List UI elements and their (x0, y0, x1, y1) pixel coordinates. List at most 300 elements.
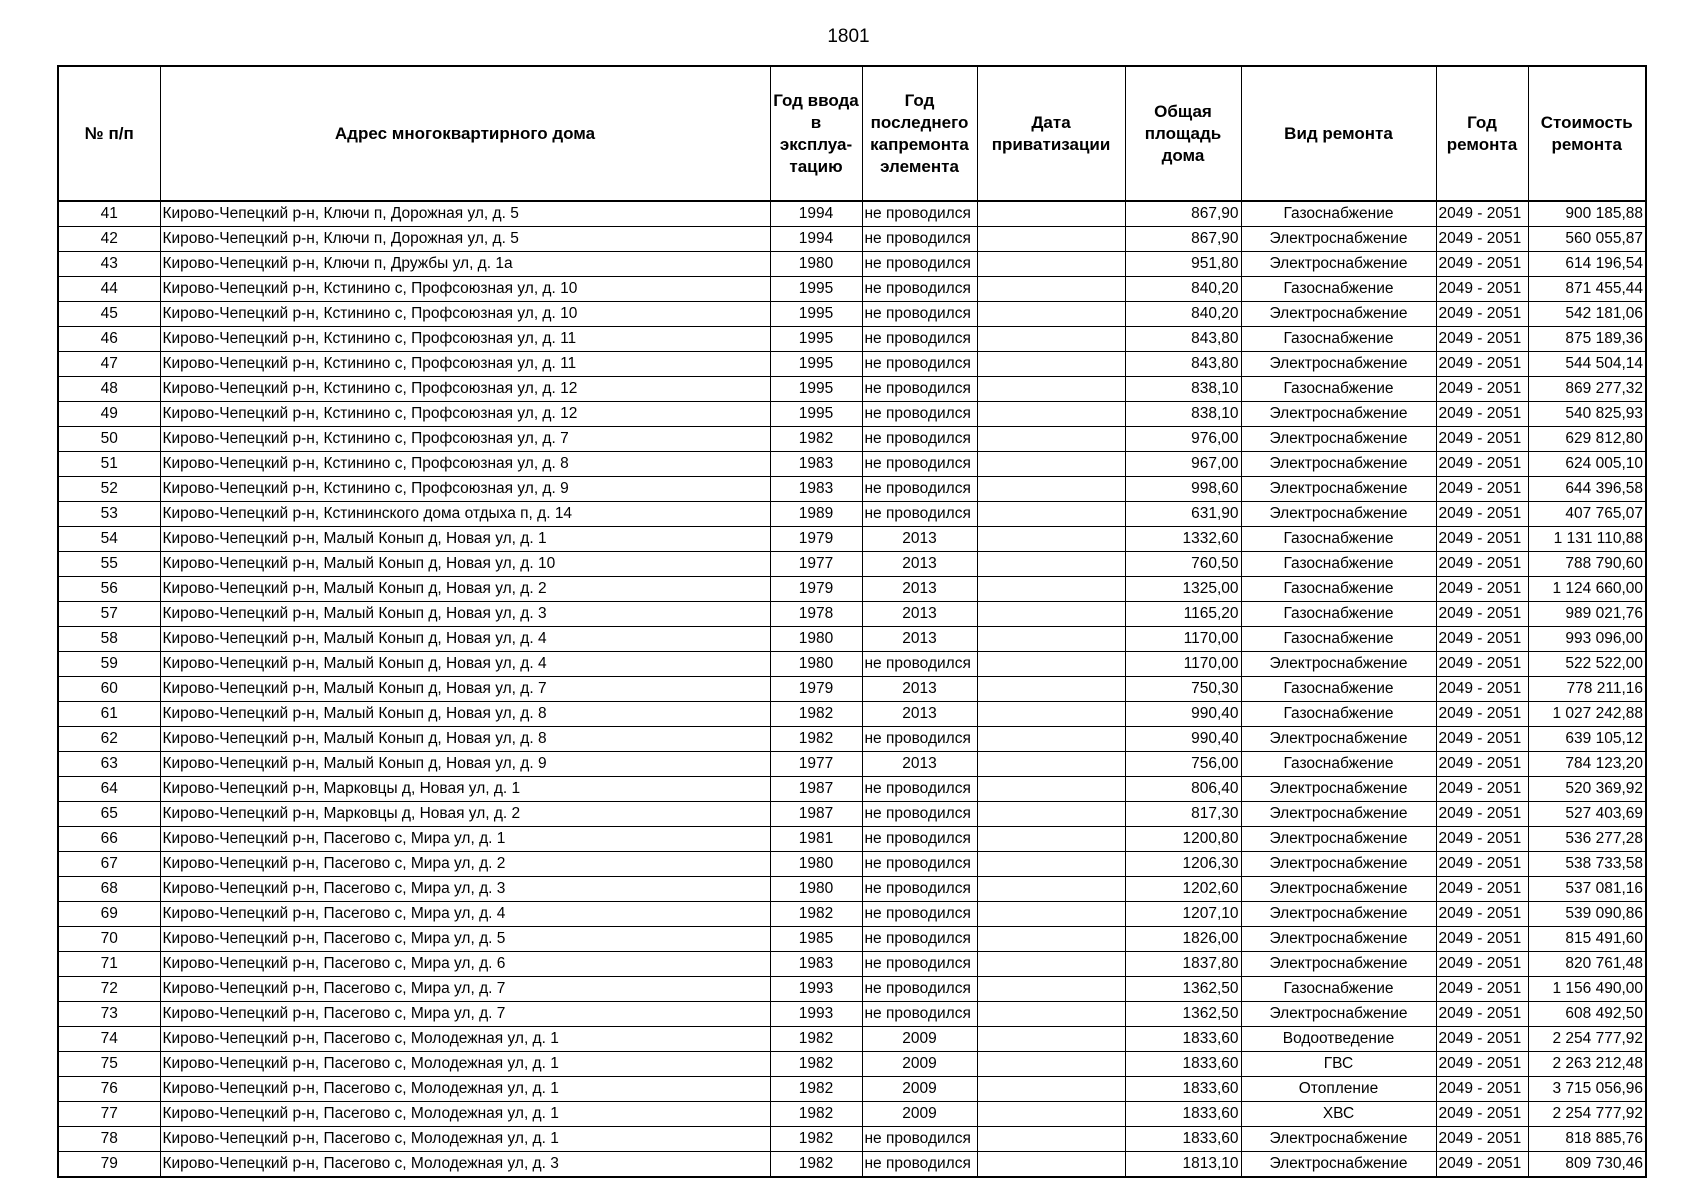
area-cell: 990,40 (1125, 702, 1241, 727)
cost-cell: 624 005,10 (1528, 452, 1646, 477)
last-repair-cell: 2013 (862, 577, 977, 602)
repair-year-cell: 2049 - 2051 (1436, 201, 1528, 227)
area-cell: 998,60 (1125, 477, 1241, 502)
repair-year-cell: 2049 - 2051 (1436, 802, 1528, 827)
repair-year-cell: 2049 - 2051 (1436, 652, 1528, 677)
repair-type-cell: Электроснабжение (1241, 427, 1436, 452)
privatization-cell (977, 827, 1125, 852)
cost-cell: 2 254 777,92 (1528, 1102, 1646, 1127)
repair-year-cell: 2049 - 2051 (1436, 852, 1528, 877)
privatization-cell (977, 427, 1125, 452)
table-row (58, 252, 1646, 277)
year-built-cell: 1985 (770, 927, 862, 952)
header-year-built: Год ввода в эксплуа-тацию (770, 66, 862, 201)
repair-type-cell: Газоснабжение (1241, 327, 1436, 352)
repair-year-cell: 2049 - 2051 (1436, 1127, 1528, 1152)
row-number: 49 (58, 402, 160, 427)
cost-cell: 815 491,60 (1528, 927, 1646, 952)
table-row (58, 227, 1646, 252)
table-row (58, 477, 1646, 502)
year-built-cell: 1983 (770, 952, 862, 977)
privatization-cell (977, 1077, 1125, 1102)
repair-type-cell: Электроснабжение (1241, 1127, 1436, 1152)
address-cell: Кирово-Чепецкий р-н, Пасегово с, Молодежная ул, д. 1 (160, 1027, 770, 1052)
row-number: 44 (58, 277, 160, 302)
table-body (58, 201, 1646, 1177)
repair-year-cell: 2049 - 2051 (1436, 752, 1528, 777)
privatization-cell (977, 452, 1125, 477)
row-number: 59 (58, 652, 160, 677)
privatization-cell (977, 527, 1125, 552)
area-cell: 1170,00 (1125, 627, 1241, 652)
cost-cell: 538 733,58 (1528, 852, 1646, 877)
row-number: 79 (58, 1152, 160, 1178)
area-cell: 1362,50 (1125, 1002, 1241, 1027)
table-row (58, 1127, 1646, 1152)
repair-year-cell: 2049 - 2051 (1436, 1102, 1528, 1127)
year-built-cell: 1989 (770, 502, 862, 527)
header-cost: Стоимость ремонта (1528, 66, 1646, 201)
last-repair-cell: 2013 (862, 752, 977, 777)
row-number: 71 (58, 952, 160, 977)
last-repair-cell: 2009 (862, 1077, 977, 1102)
year-built-cell: 1993 (770, 977, 862, 1002)
year-built-cell: 1982 (770, 427, 862, 452)
repair-type-cell: Газоснабжение (1241, 277, 1436, 302)
year-built-cell: 1980 (770, 652, 862, 677)
privatization-cell (977, 1052, 1125, 1077)
repair-year-cell: 2049 - 2051 (1436, 302, 1528, 327)
repair-year-cell: 2049 - 2051 (1436, 777, 1528, 802)
table-row (58, 427, 1646, 452)
repair-type-cell: Электроснабжение (1241, 952, 1436, 977)
address-cell: Кирово-Чепецкий р-н, Кстинино с, Профсоюзная ул, д. 10 (160, 302, 770, 327)
privatization-cell (977, 802, 1125, 827)
cost-cell: 520 369,92 (1528, 777, 1646, 802)
row-number: 62 (58, 727, 160, 752)
table-row (58, 377, 1646, 402)
privatization-cell (977, 302, 1125, 327)
cost-cell: 818 885,76 (1528, 1127, 1646, 1152)
year-built-cell: 1982 (770, 902, 862, 927)
row-number: 61 (58, 702, 160, 727)
repair-type-cell: Электроснабжение (1241, 402, 1436, 427)
privatization-cell (977, 552, 1125, 577)
year-built-cell: 1993 (770, 1002, 862, 1027)
cost-cell: 989 021,76 (1528, 602, 1646, 627)
repair-type-cell: Газоснабжение (1241, 752, 1436, 777)
area-cell: 1202,60 (1125, 877, 1241, 902)
last-repair-cell: 2013 (862, 527, 977, 552)
header-privatization: Дата приватизации (977, 66, 1125, 201)
row-number: 45 (58, 302, 160, 327)
area-cell: 806,40 (1125, 777, 1241, 802)
privatization-cell (977, 1152, 1125, 1178)
row-number: 53 (58, 502, 160, 527)
last-repair-cell: не проводился (862, 277, 977, 302)
privatization-cell (977, 627, 1125, 652)
header-address: Адрес многоквартирного дома (160, 66, 770, 201)
year-built-cell: 1987 (770, 777, 862, 802)
privatization-cell (977, 1027, 1125, 1052)
repair-year-cell: 2049 - 2051 (1436, 277, 1528, 302)
area-cell: 838,10 (1125, 402, 1241, 427)
cost-cell: 784 123,20 (1528, 752, 1646, 777)
address-cell: Кирово-Чепецкий р-н, Малый Конып д, Новая ул, д. 10 (160, 552, 770, 577)
address-cell: Кирово-Чепецкий р-н, Кстинино с, Профсоюзная ул, д. 12 (160, 402, 770, 427)
address-cell: Кирово-Чепецкий р-н, Кстинино с, Профсоюзная ул, д. 9 (160, 477, 770, 502)
last-repair-cell: 2013 (862, 602, 977, 627)
table-row (58, 927, 1646, 952)
row-number: 64 (58, 777, 160, 802)
cost-cell: 1 027 242,88 (1528, 702, 1646, 727)
privatization-cell (977, 927, 1125, 952)
repair-type-cell: Электроснабжение (1241, 777, 1436, 802)
repair-type-cell: Электроснабжение (1241, 877, 1436, 902)
repair-year-cell: 2049 - 2051 (1436, 977, 1528, 1002)
page-number: 1801 (827, 26, 870, 47)
privatization-cell (977, 1002, 1125, 1027)
area-cell: 951,80 (1125, 252, 1241, 277)
row-number: 69 (58, 902, 160, 927)
last-repair-cell: не проводился (862, 777, 977, 802)
privatization-cell (977, 902, 1125, 927)
area-cell: 1833,60 (1125, 1052, 1241, 1077)
address-cell: Кирово-Чепецкий р-н, Малый Конып д, Новая ул, д. 9 (160, 752, 770, 777)
repair-type-cell: Электроснабжение (1241, 927, 1436, 952)
table-row (58, 502, 1646, 527)
repair-year-cell: 2049 - 2051 (1436, 527, 1528, 552)
privatization-cell (977, 977, 1125, 1002)
table-row (58, 552, 1646, 577)
address-cell: Кирово-Чепецкий р-н, Пасегово с, Молодежная ул, д. 1 (160, 1127, 770, 1152)
last-repair-cell: не проводился (862, 377, 977, 402)
cost-cell: 536 277,28 (1528, 827, 1646, 852)
repair-year-cell: 2049 - 2051 (1436, 927, 1528, 952)
repair-year-cell: 2049 - 2051 (1436, 252, 1528, 277)
address-cell: Кирово-Чепецкий р-н, Малый Конып д, Новая ул, д. 4 (160, 652, 770, 677)
cost-cell: 527 403,69 (1528, 802, 1646, 827)
address-cell: Кирово-Чепецкий р-н, Кстининского дома отдыха п, д. 14 (160, 502, 770, 527)
last-repair-cell: не проводился (862, 452, 977, 477)
table-row (58, 1102, 1646, 1127)
area-cell: 1362,50 (1125, 977, 1241, 1002)
repair-type-cell: ХВС (1241, 1102, 1436, 1127)
table-row (58, 277, 1646, 302)
area-cell: 1833,60 (1125, 1127, 1241, 1152)
cost-cell: 788 790,60 (1528, 552, 1646, 577)
address-cell: Кирово-Чепецкий р-н, Кстинино с, Профсоюзная ул, д. 11 (160, 352, 770, 377)
address-cell: Кирово-Чепецкий р-н, Малый Конып д, Новая ул, д. 2 (160, 577, 770, 602)
table-row (58, 1002, 1646, 1027)
address-cell: Кирово-Чепецкий р-н, Марковцы д, Новая ул, д. 2 (160, 802, 770, 827)
row-number: 76 (58, 1077, 160, 1102)
table-row (58, 877, 1646, 902)
header-last-repair: Год последнего капремонта элемента (862, 66, 977, 201)
address-cell: Кирово-Чепецкий р-н, Малый Конып д, Новая ул, д. 8 (160, 702, 770, 727)
year-built-cell: 1995 (770, 302, 862, 327)
repair-year-cell: 2049 - 2051 (1436, 1027, 1528, 1052)
repair-type-cell: Газоснабжение (1241, 577, 1436, 602)
year-built-cell: 1977 (770, 552, 862, 577)
area-cell: 1833,60 (1125, 1102, 1241, 1127)
address-cell: Кирово-Чепецкий р-н, Пасегово с, Мира ул, д. 2 (160, 852, 770, 877)
repair-year-cell: 2049 - 2051 (1436, 477, 1528, 502)
privatization-cell (977, 402, 1125, 427)
last-repair-cell: 2013 (862, 677, 977, 702)
repair-register-table (57, 65, 1647, 1178)
cost-cell: 540 825,93 (1528, 402, 1646, 427)
year-built-cell: 1982 (770, 1052, 862, 1077)
repair-type-cell: Электроснабжение (1241, 502, 1436, 527)
repair-type-cell: Отопление (1241, 1077, 1436, 1102)
table-row (58, 652, 1646, 677)
table-row (58, 452, 1646, 477)
row-number: 43 (58, 252, 160, 277)
row-number: 78 (58, 1127, 160, 1152)
privatization-cell (977, 377, 1125, 402)
privatization-cell (977, 602, 1125, 627)
row-number: 77 (58, 1102, 160, 1127)
privatization-cell (977, 877, 1125, 902)
area-cell: 817,30 (1125, 802, 1241, 827)
last-repair-cell: не проводился (862, 302, 977, 327)
row-number: 75 (58, 1052, 160, 1077)
repair-year-cell: 2049 - 2051 (1436, 227, 1528, 252)
row-number: 70 (58, 927, 160, 952)
table-row (58, 352, 1646, 377)
last-repair-cell: 2013 (862, 627, 977, 652)
repair-year-cell: 2049 - 2051 (1436, 677, 1528, 702)
repair-type-cell: Электроснабжение (1241, 802, 1436, 827)
last-repair-cell: 2009 (862, 1052, 977, 1077)
area-cell: 1170,00 (1125, 652, 1241, 677)
address-cell: Кирово-Чепецкий р-н, Малый Конып д, Новая ул, д. 3 (160, 602, 770, 627)
repair-type-cell: Газоснабжение (1241, 677, 1436, 702)
cost-cell: 871 455,44 (1528, 277, 1646, 302)
row-number: 72 (58, 977, 160, 1002)
table-row (58, 201, 1646, 227)
area-cell: 840,20 (1125, 277, 1241, 302)
address-cell: Кирово-Чепецкий р-н, Кстинино с, Профсоюзная ул, д. 7 (160, 427, 770, 452)
repair-type-cell: Электроснабжение (1241, 352, 1436, 377)
row-number: 46 (58, 327, 160, 352)
row-number: 74 (58, 1027, 160, 1052)
repair-type-cell: Электроснабжение (1241, 477, 1436, 502)
cost-cell: 869 277,32 (1528, 377, 1646, 402)
cost-cell: 1 124 660,00 (1528, 577, 1646, 602)
address-cell: Кирово-Чепецкий р-н, Кстинино с, Профсоюзная ул, д. 11 (160, 327, 770, 352)
address-cell: Кирово-Чепецкий р-н, Малый Конып д, Новая ул, д. 7 (160, 677, 770, 702)
year-built-cell: 1994 (770, 201, 862, 227)
year-built-cell: 1983 (770, 452, 862, 477)
year-built-cell: 1982 (770, 1027, 862, 1052)
repair-type-cell: Газоснабжение (1241, 527, 1436, 552)
repair-type-cell: Газоснабжение (1241, 702, 1436, 727)
table-row (58, 902, 1646, 927)
address-cell: Кирово-Чепецкий р-н, Пасегово с, Молодежная ул, д. 1 (160, 1052, 770, 1077)
repair-type-cell: Электроснабжение (1241, 827, 1436, 852)
repair-type-cell: ГВС (1241, 1052, 1436, 1077)
header-repair-year: Год ремонта (1436, 66, 1528, 201)
row-number: 57 (58, 602, 160, 627)
privatization-cell (977, 1127, 1125, 1152)
table-row (58, 727, 1646, 752)
address-cell: Кирово-Чепецкий р-н, Ключи п, Дорожная ул, д. 5 (160, 227, 770, 252)
repair-year-cell: 2049 - 2051 (1436, 702, 1528, 727)
year-built-cell: 1994 (770, 227, 862, 252)
row-number: 67 (58, 852, 160, 877)
address-cell: Кирово-Чепецкий р-н, Пасегово с, Мира ул, д. 6 (160, 952, 770, 977)
repair-type-cell: Газоснабжение (1241, 377, 1436, 402)
table-row (58, 302, 1646, 327)
year-built-cell: 1979 (770, 677, 862, 702)
last-repair-cell: не проводился (862, 327, 977, 352)
cost-cell: 1 156 490,00 (1528, 977, 1646, 1002)
cost-cell: 993 096,00 (1528, 627, 1646, 652)
last-repair-cell: не проводился (862, 852, 977, 877)
address-cell: Кирово-Чепецкий р-н, Пасегово с, Мира ул, д. 5 (160, 927, 770, 952)
privatization-cell (977, 327, 1125, 352)
table-row (58, 602, 1646, 627)
address-cell: Кирово-Чепецкий р-н, Пасегово с, Молодежная ул, д. 3 (160, 1152, 770, 1178)
header-repair-type: Вид ремонта (1241, 66, 1436, 201)
repair-year-cell: 2049 - 2051 (1436, 577, 1528, 602)
table-row (58, 1077, 1646, 1102)
row-number: 55 (58, 552, 160, 577)
header-area: Общая площадь дома (1125, 66, 1241, 201)
area-cell: 1325,00 (1125, 577, 1241, 602)
year-built-cell: 1982 (770, 1077, 862, 1102)
address-cell: Кирово-Чепецкий р-н, Кстинино с, Профсоюзная ул, д. 12 (160, 377, 770, 402)
address-cell: Кирово-Чепецкий р-н, Пасегово с, Мира ул, д. 4 (160, 902, 770, 927)
address-cell: Кирово-Чепецкий р-н, Пасегово с, Молодежная ул, д. 1 (160, 1102, 770, 1127)
last-repair-cell: не проводился (862, 227, 977, 252)
address-cell: Кирово-Чепецкий р-н, Ключи п, Дружбы ул, д. 1а (160, 252, 770, 277)
year-built-cell: 1995 (770, 377, 862, 402)
last-repair-cell: не проводился (862, 502, 977, 527)
table-row (58, 1027, 1646, 1052)
cost-cell: 608 492,50 (1528, 1002, 1646, 1027)
repair-year-cell: 2049 - 2051 (1436, 327, 1528, 352)
cost-cell: 544 504,14 (1528, 352, 1646, 377)
area-cell: 843,80 (1125, 327, 1241, 352)
table-row (58, 752, 1646, 777)
cost-cell: 542 181,06 (1528, 302, 1646, 327)
year-built-cell: 1995 (770, 352, 862, 377)
table-row (58, 802, 1646, 827)
cost-cell: 560 055,87 (1528, 227, 1646, 252)
row-number: 63 (58, 752, 160, 777)
year-built-cell: 1979 (770, 527, 862, 552)
year-built-cell: 1982 (770, 1102, 862, 1127)
cost-cell: 1 131 110,88 (1528, 527, 1646, 552)
privatization-cell (977, 777, 1125, 802)
privatization-cell (977, 252, 1125, 277)
last-repair-cell: не проводился (862, 402, 977, 427)
privatization-cell (977, 477, 1125, 502)
cost-cell: 407 765,07 (1528, 502, 1646, 527)
address-cell: Кирово-Чепецкий р-н, Пасегово с, Мира ул, д. 1 (160, 827, 770, 852)
cost-cell: 644 396,58 (1528, 477, 1646, 502)
area-cell: 1813,10 (1125, 1152, 1241, 1178)
row-number: 42 (58, 227, 160, 252)
table-row (58, 627, 1646, 652)
last-repair-cell: 2009 (862, 1027, 977, 1052)
repair-year-cell: 2049 - 2051 (1436, 1052, 1528, 1077)
area-cell: 1826,00 (1125, 927, 1241, 952)
privatization-cell (977, 652, 1125, 677)
repair-year-cell: 2049 - 2051 (1436, 602, 1528, 627)
table-row (58, 852, 1646, 877)
last-repair-cell: не проводился (862, 802, 977, 827)
privatization-cell (977, 727, 1125, 752)
table-header-row (58, 66, 1646, 201)
area-cell: 843,80 (1125, 352, 1241, 377)
year-built-cell: 1977 (770, 752, 862, 777)
row-number: 73 (58, 1002, 160, 1027)
repair-year-cell: 2049 - 2051 (1436, 827, 1528, 852)
year-built-cell: 1995 (770, 327, 862, 352)
table-row (58, 702, 1646, 727)
repair-year-cell: 2049 - 2051 (1436, 452, 1528, 477)
area-cell: 760,50 (1125, 552, 1241, 577)
cost-cell: 2 263 212,48 (1528, 1052, 1646, 1077)
address-cell: Кирово-Чепецкий р-н, Пасегово с, Мира ул, д. 3 (160, 877, 770, 902)
repair-year-cell: 2049 - 2051 (1436, 1002, 1528, 1027)
last-repair-cell: не проводился (862, 927, 977, 952)
cost-cell: 900 185,88 (1528, 201, 1646, 227)
last-repair-cell: не проводился (862, 877, 977, 902)
year-built-cell: 1980 (770, 877, 862, 902)
cost-cell: 539 090,86 (1528, 902, 1646, 927)
cost-cell: 639 105,12 (1528, 727, 1646, 752)
last-repair-cell: не проводился (862, 1002, 977, 1027)
repair-year-cell: 2049 - 2051 (1436, 402, 1528, 427)
repair-year-cell: 2049 - 2051 (1436, 877, 1528, 902)
row-number: 50 (58, 427, 160, 452)
privatization-cell (977, 577, 1125, 602)
area-cell: 840,20 (1125, 302, 1241, 327)
area-cell: 1837,80 (1125, 952, 1241, 977)
table-row (58, 777, 1646, 802)
row-number: 60 (58, 677, 160, 702)
privatization-cell (977, 227, 1125, 252)
last-repair-cell: 2013 (862, 552, 977, 577)
area-cell: 990,40 (1125, 727, 1241, 752)
repair-type-cell: Водоотведение (1241, 1027, 1436, 1052)
repair-year-cell: 2049 - 2051 (1436, 502, 1528, 527)
repair-type-cell: Электроснабжение (1241, 452, 1436, 477)
repair-year-cell: 2049 - 2051 (1436, 952, 1528, 977)
last-repair-cell: не проводился (862, 902, 977, 927)
area-cell: 1206,30 (1125, 852, 1241, 877)
table-row (58, 952, 1646, 977)
address-cell: Кирово-Чепецкий р-н, Пасегово с, Мира ул, д. 7 (160, 977, 770, 1002)
year-built-cell: 1982 (770, 727, 862, 752)
area-cell: 976,00 (1125, 427, 1241, 452)
last-repair-cell: не проводился (862, 652, 977, 677)
repair-year-cell: 2049 - 2051 (1436, 1077, 1528, 1102)
cost-cell: 3 715 056,96 (1528, 1077, 1646, 1102)
last-repair-cell: не проводился (862, 201, 977, 227)
address-cell: Кирово-Чепецкий р-н, Кстинино с, Профсоюзная ул, д. 10 (160, 277, 770, 302)
repair-type-cell: Электроснабжение (1241, 652, 1436, 677)
last-repair-cell: 2013 (862, 702, 977, 727)
repair-type-cell: Электроснабжение (1241, 852, 1436, 877)
last-repair-cell: не проводился (862, 477, 977, 502)
last-repair-cell: не проводился (862, 952, 977, 977)
